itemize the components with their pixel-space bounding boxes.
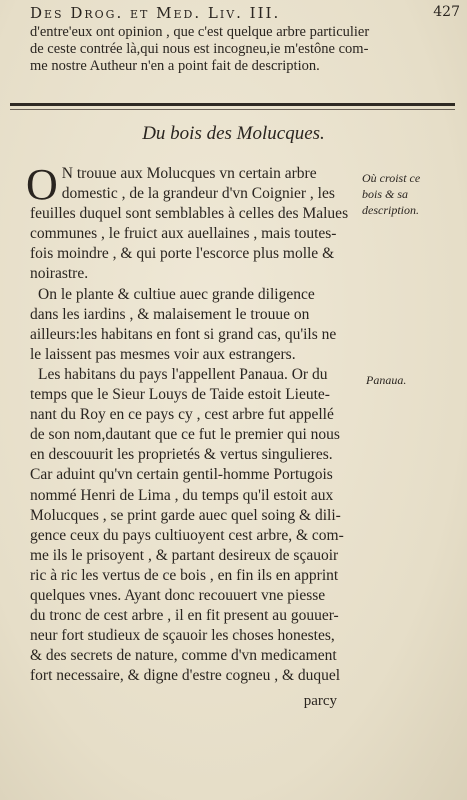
section-rule-thin [10, 109, 455, 110]
text-line: dans les iardins , & malaisement le trouue on [30, 305, 310, 323]
page-number: 427 [433, 4, 460, 20]
section-title: Du bois des Molucques. [142, 123, 325, 144]
text-line: Molucques , se print garde auec quel soing & dili- [30, 506, 341, 524]
text-line: gence ceux du pays cultiuoyent cest arbre, & com- [30, 526, 344, 544]
text-line: feuilles duquel sont semblables à celles des Malues [30, 205, 349, 223]
text-line: en descouurit les proprietés & vertus singulieres. [30, 446, 333, 464]
text-line: & des secrets de nature, comme d'vn medicament [30, 647, 337, 665]
text-line: nommé Henri de Lima , du temps qu'il estoit aux [30, 486, 334, 504]
text-line: me ils le prisoyent , & partant desireux de sçauoir [30, 546, 339, 564]
text-line: de son nom,dautant que ce fut le premier qui nous [30, 426, 340, 444]
running-title: Des Drog. et Med. Liv. III. [30, 4, 281, 22]
margin-note-panaua: Panaua. [366, 373, 407, 387]
margin-note-line: Où croist ce [362, 171, 421, 185]
text-line: le laissent pas mesmes voir aux estrangers. [30, 345, 296, 363]
text-line: On le plante & cultiue auec grande diligence [38, 285, 315, 303]
margin-note-line: description. [362, 203, 419, 217]
text-line: Car aduint qu'vn certain gentil-homme Portugois [30, 466, 333, 484]
body-text [26, 160, 370, 686]
text-line: fois moindre , & qui porte l'escorce plus molle & [30, 245, 335, 263]
text-line: ric à ric les vertus de ce bois , en fin ils en apprint [30, 566, 339, 584]
text-line: domestic , de la grandeur d'vn Coignier , les [61, 185, 335, 203]
paragraph-3 [30, 365, 370, 687]
running-header [30, 4, 460, 22]
text-line: N trouue aux Molucques vn certain arbre [61, 165, 317, 182]
text-line: ailleurs:les habitans en font si grand cas, qu'ils ne [30, 325, 337, 343]
text-line: temps que le Sieur Louys de Taide estoit Lieute- [30, 386, 330, 404]
text-line: quelques vnes. Ayant donc recouuert vne piesse [30, 586, 326, 604]
drop-cap: O [26, 160, 58, 209]
intro-text [30, 24, 460, 75]
text-line: fort necessaire, & digne d'estre cogneu , & duquel [30, 667, 341, 685]
paragraph-2 [30, 285, 370, 365]
text-line: noirastre. [30, 265, 89, 283]
intro-line: me nostre Autheur n'en a point fait de description. [30, 58, 320, 74]
text-line: du tronc de cest arbre , il en fit present au gouuer- [30, 607, 339, 625]
margin-note [362, 170, 420, 218]
text-line: communes , le fruict aux auellaines , mais toutes- [30, 225, 337, 243]
paragraph-1 [26, 160, 370, 285]
catchword: parcy [303, 693, 337, 709]
text-line: Les habitans du pays l'appellent Panaua. Or du [38, 365, 328, 383]
intro-line: de ceste contrée là,qui nous est incogneu,ie m'estône com- [30, 41, 369, 57]
text-line: nant du Roy en ce pays cy , cest arbre fut appellé [30, 406, 334, 424]
intro-line: d'entre'eux ont opinion , que c'est quelque arbre particulier [30, 24, 370, 40]
section-rule [10, 103, 455, 106]
text-line: neur fort studieux de sçauoir les choses honestes, [30, 627, 335, 645]
margin-note-line: bois & sa [362, 187, 409, 201]
